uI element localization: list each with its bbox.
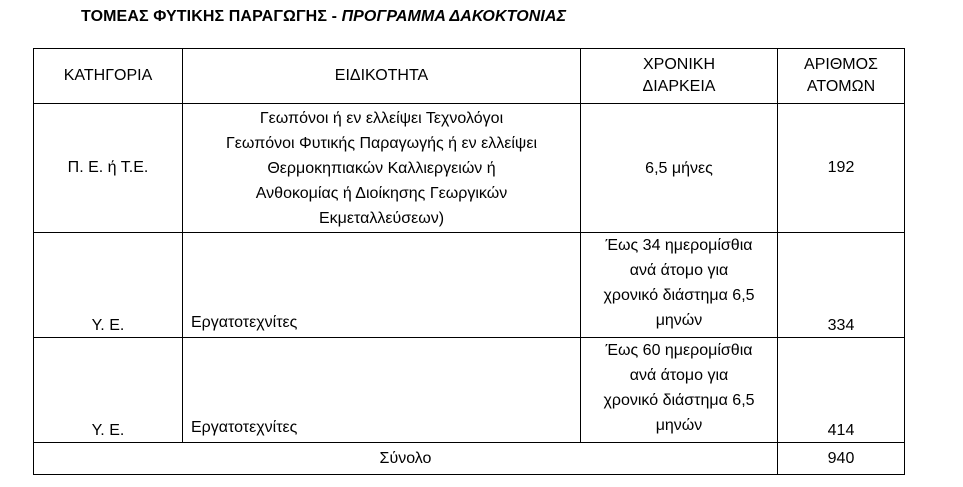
header-duration bbox=[581, 49, 778, 104]
category-cell: Υ. Ε. bbox=[34, 233, 183, 338]
table-row bbox=[34, 338, 905, 443]
total-label: Σύνολο bbox=[34, 443, 778, 475]
duration-cell bbox=[581, 338, 778, 443]
count-cell: 192 bbox=[778, 104, 905, 233]
specialty-line: Γεωπόνοι Φυτικής Παραγωγής ή εν ελλείψει bbox=[225, 134, 538, 152]
duration-line: ανά άτομο για bbox=[629, 367, 729, 384]
duration-line: ανά άτομο για bbox=[629, 262, 729, 279]
specialty-line: Εκμεταλλεύσεων) bbox=[318, 209, 445, 227]
document-title bbox=[81, 8, 566, 26]
category-cell: Π. Ε. ή Τ.Ε. bbox=[34, 104, 183, 233]
total-row bbox=[34, 443, 905, 475]
specialty-cell bbox=[183, 104, 581, 233]
category-cell: Υ. Ε. bbox=[34, 338, 183, 443]
header-duration-line: ΧΡΟΝΙΚΗ bbox=[642, 56, 715, 73]
header-count-line: ΑΤΟΜΩΝ bbox=[806, 78, 876, 95]
program-title: ΠΡΟΓΡΑΜΜΑ ΔΑΚΟΚΤΟΝΙΑΣ bbox=[341, 8, 567, 25]
staffing-table bbox=[33, 48, 905, 475]
duration-line: Έως 34 ημερομίσθια bbox=[605, 237, 753, 254]
header-count bbox=[778, 49, 905, 104]
specialty-cell bbox=[183, 338, 581, 443]
header-duration-line: ΔΙΑΡΚΕΙΑ bbox=[642, 78, 716, 95]
sector-title: ΤΟΜΕΑΣ ΦΥΤΙΚΗΣ ΠΑΡΑΓΩΓΗΣ - bbox=[81, 8, 342, 25]
duration-cell bbox=[581, 104, 778, 233]
duration-cell bbox=[581, 233, 778, 338]
count-cell: 414 bbox=[778, 338, 905, 443]
duration-line: μηνών bbox=[655, 312, 703, 329]
duration-line: Έως 60 ημερομίσθια bbox=[605, 342, 753, 359]
header-row bbox=[34, 49, 905, 104]
total-value: 940 bbox=[778, 443, 905, 475]
header-specialty: ΕΙΔΙΚΟΤΗΤΑ bbox=[183, 49, 581, 104]
table-row bbox=[34, 104, 905, 233]
header-category: ΚΑΤΗΓΟΡΙΑ bbox=[34, 49, 183, 104]
duration-line: χρονικό διάστημα 6,5 bbox=[603, 392, 755, 409]
duration-line: μηνών bbox=[655, 417, 703, 434]
specialty-line: Ανθοκομίας ή Διοίκησης Γεωργικών bbox=[255, 184, 508, 202]
duration-line: χρονικό διάστημα 6,5 bbox=[603, 287, 755, 304]
specialty-line: Γεωπόνοι ή εν ελλείψει Τεχνολόγοι bbox=[259, 109, 504, 127]
count-cell: 334 bbox=[778, 233, 905, 338]
header-count-line: ΑΡΙΘΜΟΣ bbox=[804, 56, 878, 73]
specialty-line: Εργατοτεχνίτες bbox=[191, 314, 298, 331]
specialty-line: Εργατοτεχνίτες bbox=[191, 419, 298, 436]
duration-line: 6,5 μήνες bbox=[645, 159, 713, 177]
table-row bbox=[34, 233, 905, 338]
specialty-cell bbox=[183, 233, 581, 338]
specialty-line: Θερμοκηπιακών Καλλιεργειών ή bbox=[267, 159, 496, 177]
